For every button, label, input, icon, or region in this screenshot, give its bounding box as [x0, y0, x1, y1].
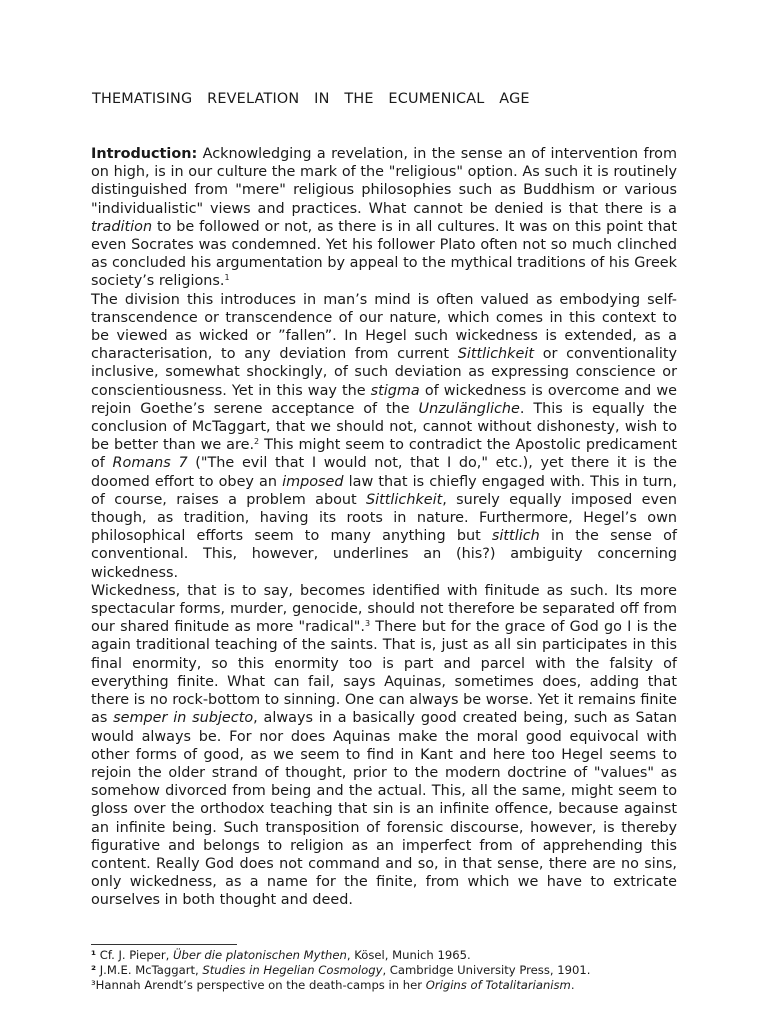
footnote-3: ³Hannah Arendt’s perspective on the death-camps in her Origins of Totalitarianism.	[91, 978, 575, 992]
footnote-1: ¹ Cf. J. Pieper, Über die platonischen Mythen, Kösel, Munich 1965.	[91, 948, 471, 962]
footnote-ref-1: 1	[224, 273, 230, 283]
footnote-divider	[91, 944, 237, 945]
paragraph-hegel: The division this introduces in man’s mind is often valued as embodying self-transcendence or transcendence of our nature, which comes in this context to be viewed as wicked or ”fallen”. In Hegel such wickedness is extended, as a characterisation, to any deviation from current Sittlichkeit or conventionality inclusive, somewhat shockingly, of such deviation as expressing conscience or conscientiousness. Yet in this way the stigma of wickedness is overcome and we rejoin Goethe’s serene acceptance of the Unzulängliche. This is equally the conclusion of McTaggart, that we should not, cannot without dishonesty, wish to be better than we are.$^2$ This might seem to contradict the Apostolic predicament of Romans 7 ("The evil that I would not, that I do," etc.), yet there it is the doomed effort to obey an imposed law that is chiefly engaged with. This in turn, of course, raises a problem about Sittlichkeit, surely equally imposed even though, as tradition, having its roots in nature. Furthermore, Hegel’s own philosophical efforts seem to many anything but sittlich in the sense of conventional. This, however, underlines an (his?) ambiguity concerning wickedness.	[91, 291, 677, 581]
footnote-ref-2: 2	[254, 437, 260, 447]
document-title: THEMATISING REVELATION IN THE ECUMENICAL AGE	[92, 91, 530, 107]
intro-paragraph: Introduction: Acknowledging a revelation, in the sense an of intervention from on high, is in our culture the mark of the "religious" option. As such it is routinely distinguished from "mere" religious philosophies such as Buddhism or various "individualistic" views and practices. What cannot be denied is that there is a tradition to be followed or not, as there is in all cultures. It was on this point that even Socrates was condemned. Yet his follower Plato often not so much clinched as concluded his argumentation by appeal to the mythical traditions of his Greek society’s religions.$^1$	[91, 146, 677, 290]
document-body	[91, 145, 677, 910]
footnote-ref-3: 3	[364, 619, 371, 629]
paragraph-wickedness: Wickedness, that is to say, becomes identified with finitude as such. Its more spectacular forms, murder, genocide, should not therefore be separated off from our shared finitude as more "radical".$^3$ There but for the grace of God go I is the again traditional teaching of the saints. That is, just as all sin participates in this final enormity, so this enormity too is part and parcel with the falsity of everything finite. What can fail, says Aquinas, sometimes does, adding that there is no rock-bottom to sinning. One can always be worse. Yet it remains finite as semper in subjecto, always in a basically good created being, such as Satan would always be. For nor does Aquinas make the moral good equivocal with other forms of good, as we seem to find in Kant and here too Hegel seems to rejoin the older strand of thought, prior to the modern doctrine of "values" as somehow divorced from being and the actual. This, all the same, might seem to gloss over the orthodox teaching that sin is an infinite offence, because against an infinite being. Such transposition of forensic discourse, however, is thereby figurative and belongs to religion as an imperfect from of apprehending this content. Really God does not command and so, in that sense, there are no sins, only wickedness, as a name for the finite, from which we have to extricate ourselves in both thought and deed.	[91, 582, 678, 909]
intro-label: Introduction:	[91, 146, 198, 162]
footnote-2: ² J.M.E. McTaggart, Studies in Hegelian Cosmology, Cambridge University Press, 1901.	[91, 963, 591, 977]
footnotes	[91, 948, 691, 993]
